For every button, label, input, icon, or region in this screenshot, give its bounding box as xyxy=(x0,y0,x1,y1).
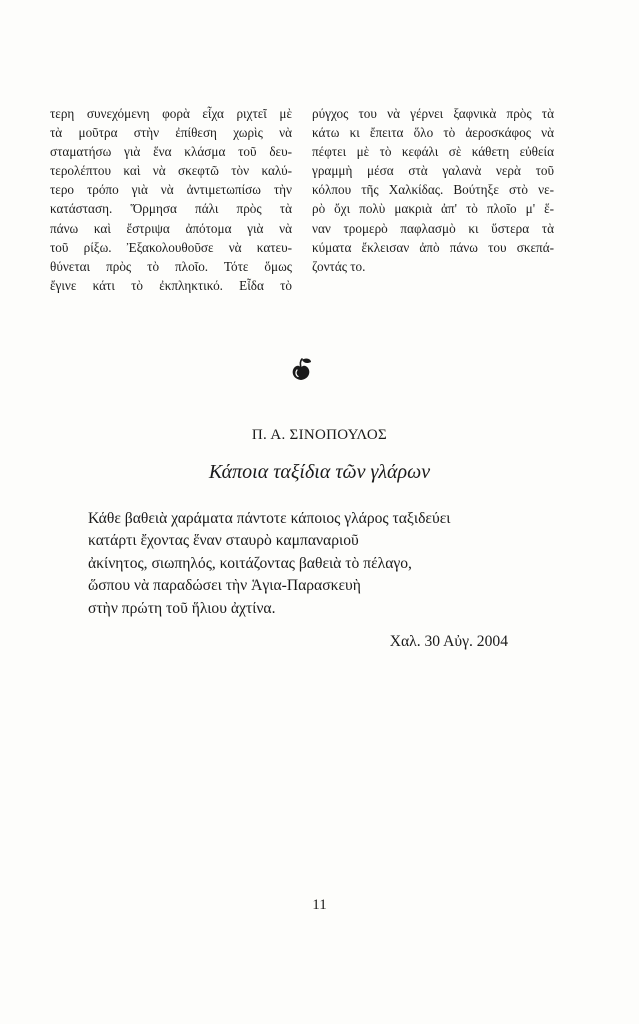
prose-right-column xyxy=(312,104,554,276)
prose-left-column xyxy=(50,104,292,295)
prose-line: ρὸ ὄχι πολὺ μακριὰ ἀπ' τὸ πλοῖο μ' ἕ- xyxy=(312,201,554,217)
prose-line: σταματήσω γιὰ ἕνα κλάσμα τοῦ δευ- xyxy=(50,144,292,160)
poem-line: Κάθε βαθειὰ χαράματα πάντοτε κάποιος γλάρος ταξιδεύει xyxy=(88,510,451,527)
prose-line: ρύγχος του νὰ γέρνει ξαφνικὰ πρὸς τὰ xyxy=(312,106,554,121)
prose-line: τοῦ ρίξω. Ἐξακολουθοῦσε νὰ κατευ- xyxy=(50,239,292,255)
prose-line: τερη συνεχόμενη φορὰ εἶχα ριχτεῖ μὲ xyxy=(50,106,292,121)
page-number: 11 xyxy=(312,897,327,913)
prose-line: τερο τρόπο γιὰ νὰ ἀντιμετωπίσω τὴν xyxy=(50,182,292,198)
poem-author: Π. Α. ΣΙΝΟΠΟΥΛΟΣ xyxy=(251,427,388,443)
prose-line: κάτω κι ἔπειτα ὅλο τὸ ἀεροσκάφος νὰ xyxy=(312,125,554,141)
prose-line: ἔγινε κάτι τὸ ἐκπληκτικό. Εἶδα τὸ xyxy=(50,277,292,293)
poem-line: στὴν πρώτη τοῦ ἥλιου ἀχτίνα. xyxy=(88,599,276,617)
poem-line: ἀκίνητος, σιωπηλός, κοιτάζοντας βαθειὰ τὸ πέλαγο, xyxy=(88,554,412,572)
poem-body xyxy=(88,508,450,620)
prose-line: πέφτει μὲ τὸ κεφάλι σὲ κάθετη εὐθεία xyxy=(312,144,554,160)
poem-title: Κάποια ταξίδια τῶν γλάρων xyxy=(208,461,431,483)
prose-line: ζοντάς το. xyxy=(312,258,366,274)
poem-date: Χαλ. 30 Αὐγ. 2004 xyxy=(389,633,508,650)
prose-line: ναν τρομερὸ παφλασμὸ κι ὕστερα τὰ xyxy=(312,220,554,236)
prose-line: γραμμὴ μέσα στὰ γαλανὰ νερὰ τοῦ xyxy=(312,163,554,179)
prose-line: κόλπου τῆς Χαλκίδας. Βούτηξε στὸ νε- xyxy=(312,182,554,198)
prose-line: πάνω καὶ ἔστριψα ἀπότομα γιὰ νὰ xyxy=(50,220,292,236)
poem-line: ὥσπου νὰ παραδώσει τὴν Ἁγια-Παρασκευὴ xyxy=(88,577,361,595)
prose-line: τερολέπτου καὶ νὰ σκεφτῶ τὸν καλύ- xyxy=(50,163,292,179)
prose-line: τὰ μοῦτρα στὴν ἐπίθεση χωρὶς νὰ xyxy=(50,125,292,141)
fleuron-icon xyxy=(288,356,314,382)
prose-line: κύματα ἔκλεισαν ἀπὸ πάνω του σκεπά- xyxy=(312,239,554,255)
prose-line: θύνεται πρὸς τὸ πλοῖο. Τότε ὅμως xyxy=(50,258,292,274)
poem-line: κατάρτι ἔχοντας ἕναν σταυρὸ καμπαναριοῦ xyxy=(88,532,359,550)
prose-line: κατάσταση. Ὅρμησα πάλι πρὸς τὰ xyxy=(50,201,292,217)
